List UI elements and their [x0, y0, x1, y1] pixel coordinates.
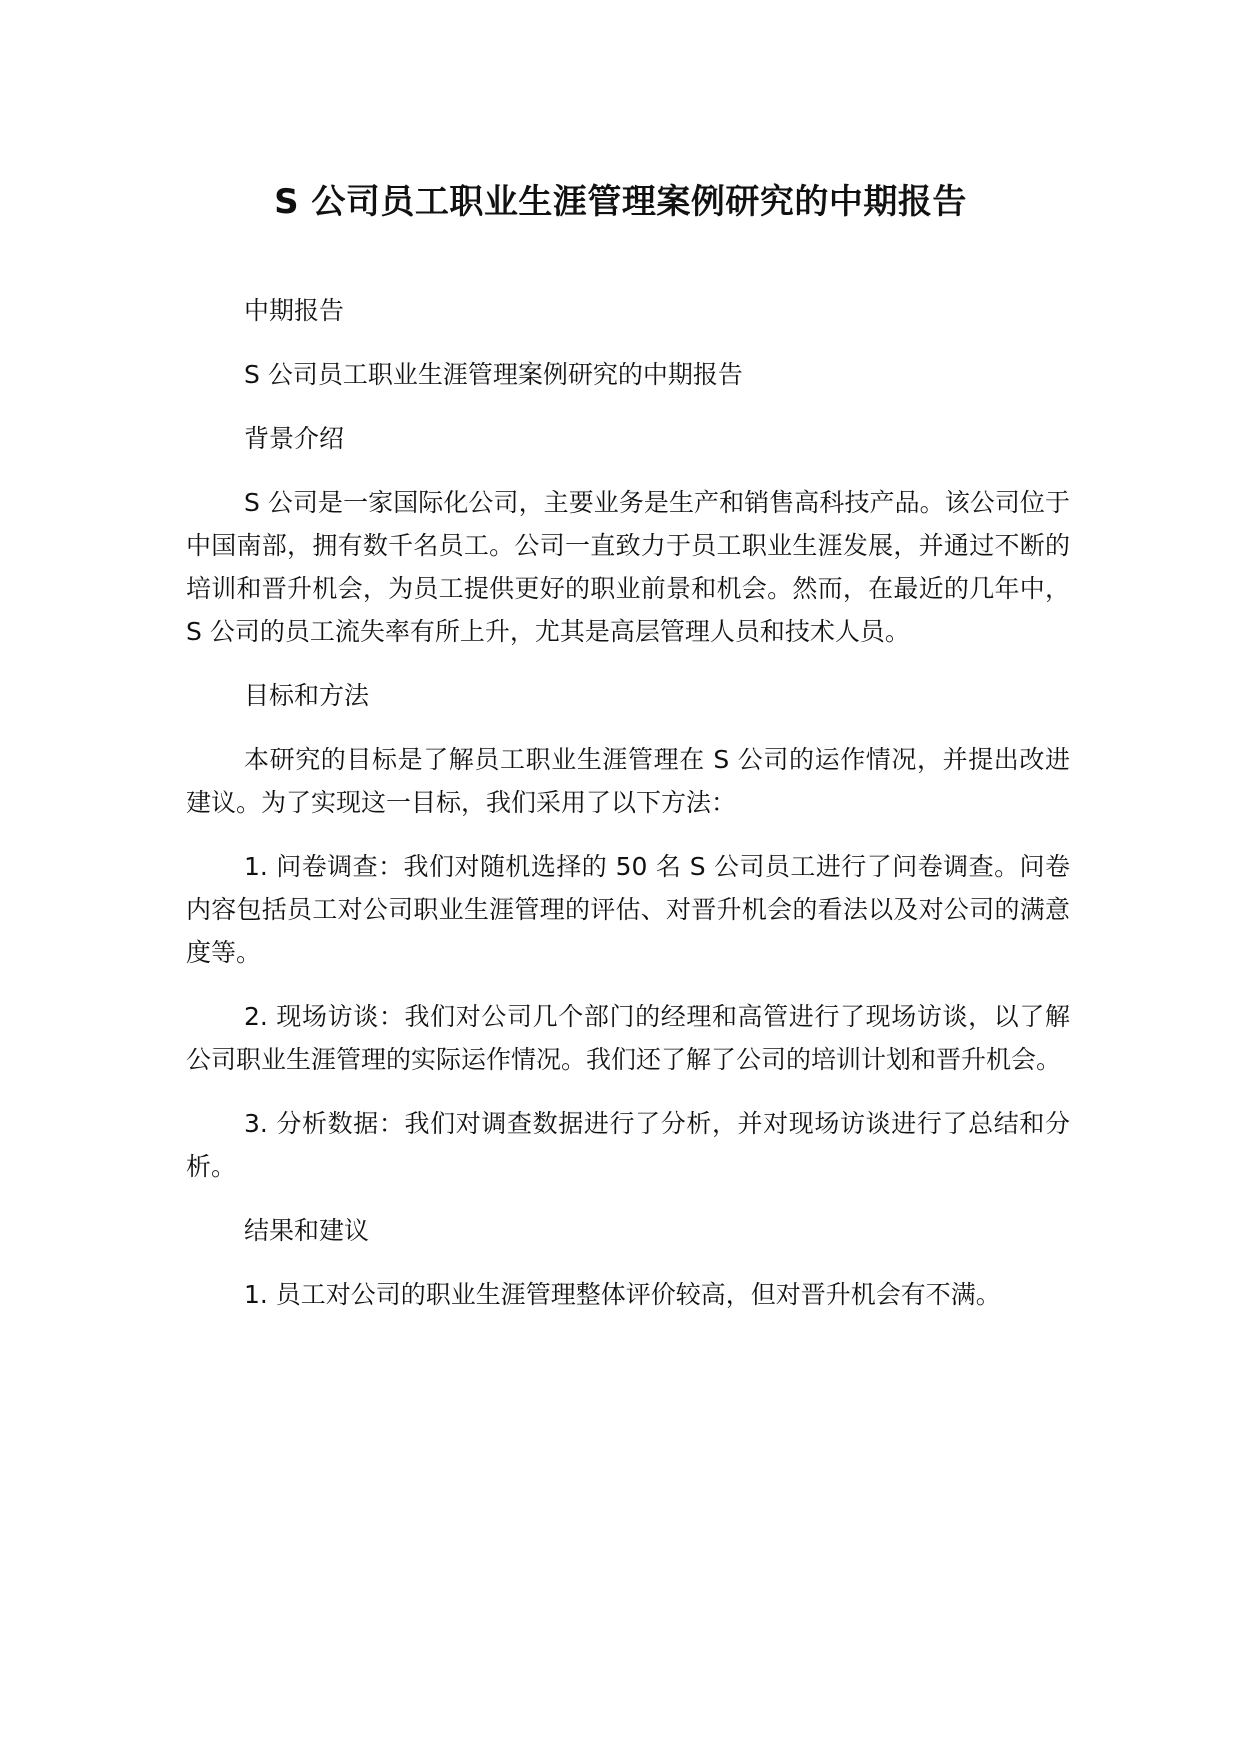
section-heading-interim-report: 中期报告	[244, 296, 345, 325]
goals-paragraph: 本研究的目标是了解员工职业生涯管理在 S 公司的运作情况，并提出改进建议。为了实现这一目标，我们采用了以下方法：	[186, 745, 1070, 817]
method-item-interview: 2. 现场访谈：我们对公司几个部门的经理和高管进行了现场访谈，以了解公司职业生涯管理的实际运作情况。我们还了解了公司的培训计划和晋升机会。	[186, 1002, 1070, 1074]
method-item-survey: 1. 问卷调查：我们对随机选择的 50 名 S 公司员工进行了问卷调查。问卷内容包括员工对公司职业生涯管理的评估、对晋升机会的看法以及对公司的满意度等。	[186, 852, 1070, 967]
section-heading-results: 结果和建议	[244, 1216, 370, 1245]
section-heading-background: 背景介绍	[244, 424, 345, 453]
method-item-analysis: 3. 分析数据：我们对调查数据进行了分析，并对现场访谈进行了总结和分析。	[186, 1109, 1070, 1181]
section-heading-goals-methods: 目标和方法	[244, 681, 370, 710]
document-title: S 公司员工职业生涯管理案例研究的中期报告	[274, 182, 967, 222]
document-body	[186, 289, 1070, 1337]
background-paragraph: S 公司是一家国际化公司，主要业务是生产和销售高科技产品。该公司位于中国南部，拥有数千名员工。公司一直致力于员工职业生涯发展，并通过不断的培训和晋升机会，为员工提供更好的职业前景和机会。然而，在最近的几年中，S 公司的员工流失率有所上升，尤其是高层管理人员和技术人员。	[186, 488, 1070, 646]
result-item-1: 1. 员工对公司的职业生涯管理整体评价较高，但对晋升机会有不满。	[244, 1280, 1001, 1309]
subtitle-paragraph: S 公司员工职业生涯管理案例研究的中期报告	[244, 360, 743, 389]
